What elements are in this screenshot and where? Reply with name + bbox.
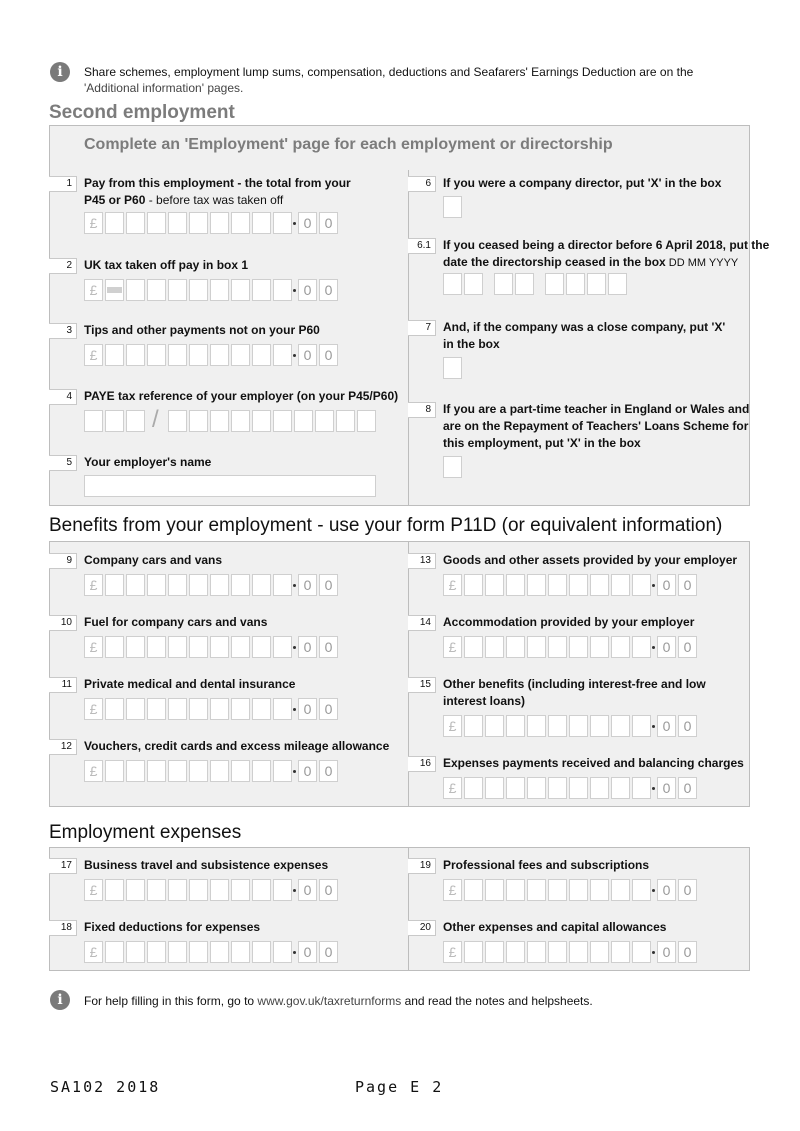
box-6-1-line1: If you ceased being a director before 6 April 2018, put the: [443, 238, 770, 252]
box-14-amount-digit-cell[interactable]: [485, 636, 504, 658]
box-17-amount-digit-cell[interactable]: [210, 879, 229, 901]
box-11-amount-digit-cell[interactable]: [210, 698, 229, 720]
box-17-amount-digit-cell[interactable]: [189, 879, 208, 901]
box-19-amount-digit-cell[interactable]: [548, 879, 567, 901]
box-8-line3: this employment, put 'X' in the box: [443, 436, 641, 450]
box-19-label: Professional fees and subscriptions: [443, 858, 650, 872]
box-10-amount-digit-cell[interactable]: [231, 636, 250, 658]
box-19-amount-digit-cell[interactable]: [611, 879, 630, 901]
info-icon: i: [50, 990, 70, 1010]
taxreturnforms-link[interactable]: www.gov.uk/taxreturnforms: [257, 994, 402, 1008]
employment-subtitle: Complete an 'Employment' page for each employment or directorship: [84, 136, 613, 153]
currency-symbol: £: [84, 574, 103, 596]
decimal-point: [652, 725, 655, 728]
box-number: 1: [49, 176, 77, 192]
box-13-amount-digit-cell[interactable]: [611, 574, 630, 596]
pence-cell: 0: [298, 574, 317, 596]
currency-symbol: £: [84, 279, 103, 301]
box-14-amount-digit-cell[interactable]: [527, 636, 546, 658]
box-1-label-p45: P45 or P60: [84, 193, 146, 207]
decimal-point: [293, 584, 296, 587]
paye-reference-cell[interactable]: [231, 410, 250, 432]
box-number: 18: [49, 920, 77, 936]
box-17-amount-digit-cell[interactable]: [273, 879, 292, 901]
decimal-point: [652, 951, 655, 954]
box-9-amount-digit-cell[interactable]: [105, 574, 124, 596]
box-9-amount-digit-cell[interactable]: [168, 574, 187, 596]
box-2-amount-digit-cell[interactable]: [126, 279, 145, 301]
box-1-amount-digit-cell[interactable]: [210, 212, 229, 234]
box-18-amount-digit-cell[interactable]: [168, 941, 187, 963]
box-16-amount-digit-cell[interactable]: [590, 777, 609, 799]
box-15-label: [443, 676, 706, 710]
box-4-label: PAYE tax reference of your employer (on your P45/P60): [84, 389, 399, 403]
box-8-label: [443, 401, 749, 452]
box-number: 14: [408, 615, 436, 631]
box-18-amount-digit-cell[interactable]: [105, 941, 124, 963]
box-18-amount-digit-cell[interactable]: [273, 941, 292, 963]
date-day-cell[interactable]: [443, 273, 462, 295]
box-14-amount-digit-cell[interactable]: [548, 636, 567, 658]
box-16-amount-digit-cell[interactable]: [569, 777, 588, 799]
box-13-amount-digit-cell[interactable]: [590, 574, 609, 596]
box-1-amount-digit-cell[interactable]: [147, 212, 166, 234]
box-10-amount-digit-cell[interactable]: [252, 636, 271, 658]
box-9-amount-digit-cell[interactable]: [231, 574, 250, 596]
currency-symbol: £: [84, 636, 103, 658]
box-9-label: Company cars and vans: [84, 553, 223, 567]
paye-reference-cell[interactable]: [168, 410, 187, 432]
box-number: 4: [49, 389, 77, 405]
box-17-amount-digit-cell[interactable]: [252, 879, 271, 901]
box-3-amount-digit-cell[interactable]: [147, 344, 166, 366]
help-note: [84, 993, 593, 1009]
decimal-point: [293, 354, 296, 357]
box-2-amount-digit-cell[interactable]: [252, 279, 271, 301]
currency-symbol: £: [84, 698, 103, 720]
panel-divider: [408, 170, 409, 506]
box-6-1-line2-text: date the directorship ceased in the box: [443, 255, 666, 269]
pence-cell: 0: [298, 636, 317, 658]
box-14-label: Accommodation provided by your employer: [443, 615, 695, 629]
box-number: 16: [408, 756, 436, 772]
decimal-point: [652, 584, 655, 587]
box-14-amount-digit-cell[interactable]: [590, 636, 609, 658]
box-18-amount-digit-cell[interactable]: [252, 941, 271, 963]
box-14-amount-digit-cell[interactable]: [611, 636, 630, 658]
box-1-label-suffix: - before tax was taken off: [145, 193, 284, 207]
decimal-point: [293, 770, 296, 773]
box-15-amount-digit-cell[interactable]: [527, 715, 546, 737]
box-13-amount-digit-cell[interactable]: [569, 574, 588, 596]
box-number: 11: [49, 677, 77, 693]
box-10-amount-digit-cell[interactable]: [147, 636, 166, 658]
pence-cell: 0: [678, 715, 697, 737]
decimal-point: [293, 289, 296, 292]
box-13-amount-digit-cell[interactable]: [506, 574, 525, 596]
section-title-benefits: Benefits from your employment - use your form P11D (or equivalent information): [49, 515, 723, 536]
paye-reference-cell[interactable]: [336, 410, 355, 432]
box-20-amount-digit-cell[interactable]: [590, 941, 609, 963]
box-9-amount-digit-cell[interactable]: [189, 574, 208, 596]
help-suffix: and read the notes and helpsheets.: [401, 994, 593, 1008]
paye-office-cell[interactable]: [126, 410, 145, 432]
close-company-checkbox[interactable]: [443, 357, 462, 379]
box-18-label: Fixed deductions for expenses: [84, 920, 261, 934]
box-13-amount-digit-cell[interactable]: [464, 574, 483, 596]
box-15-amount-digit-cell[interactable]: [590, 715, 609, 737]
decimal-point: [293, 889, 296, 892]
box-number: 6.1: [408, 238, 436, 254]
box-3-amount-digit-cell[interactable]: [252, 344, 271, 366]
date-day-cell[interactable]: [464, 273, 483, 295]
box-19-amount-digit-cell[interactable]: [590, 879, 609, 901]
box-20-amount-digit-cell[interactable]: [485, 941, 504, 963]
note-line-1: Share schemes, employment lump sums, compensation, deductions and Seafarers' Earnings Deduction are on the: [84, 65, 694, 79]
box-number: 8: [408, 402, 436, 418]
box-5-label: Your employer's name: [84, 455, 212, 469]
box-1-amount-digit-cell[interactable]: [189, 212, 208, 234]
date-year-cell[interactable]: [608, 273, 627, 295]
date-month-cell[interactable]: [494, 273, 513, 295]
paye-office-cell[interactable]: [105, 410, 124, 432]
box-number: 19: [408, 858, 436, 874]
box-10-amount-digit-cell[interactable]: [126, 636, 145, 658]
box-15-amount-digit-cell[interactable]: [548, 715, 567, 737]
box-number: 2: [49, 258, 77, 274]
decimal-point: [293, 951, 296, 954]
box-16-amount-digit-cell[interactable]: [632, 777, 651, 799]
box-1-amount-digit-cell[interactable]: [126, 212, 145, 234]
box-1-label-line2: [84, 192, 351, 209]
pence-cell: 0: [319, 574, 338, 596]
box-10-label: Fuel for company cars and vans: [84, 615, 268, 629]
box-15-amount-digit-cell[interactable]: [632, 715, 651, 737]
page-number: Page E 2: [355, 1078, 444, 1096]
pence-cell: 0: [319, 344, 338, 366]
box-number: 13: [408, 553, 436, 569]
pence-cell: 0: [319, 279, 338, 301]
box-12-amount-digit-cell[interactable]: [252, 760, 271, 782]
decimal-point: [293, 646, 296, 649]
form-code: SA102 2018: [50, 1078, 161, 1096]
box-10-amount-digit-cell[interactable]: [273, 636, 292, 658]
box-18-amount-digit-cell[interactable]: [147, 941, 166, 963]
paye-reference-cell[interactable]: [357, 410, 376, 432]
currency-symbol: £: [84, 879, 103, 901]
box-17-amount-digit-cell[interactable]: [126, 879, 145, 901]
box-18-amount-digit-cell[interactable]: [231, 941, 250, 963]
pence-cell: 0: [298, 879, 317, 901]
box-11-amount-digit-cell[interactable]: [189, 698, 208, 720]
box-11-amount-digit-cell[interactable]: [147, 698, 166, 720]
currency-symbol: £: [84, 760, 103, 782]
box-13-amount-digit-cell[interactable]: [632, 574, 651, 596]
box-16-label: Expenses payments received and balancing charges: [443, 756, 744, 770]
box-9-amount-digit-cell[interactable]: [252, 574, 271, 596]
box-12-amount-digit-cell[interactable]: [210, 760, 229, 782]
pence-cell: 0: [319, 879, 338, 901]
box-19-amount-digit-cell[interactable]: [527, 879, 546, 901]
box-2-label: UK tax taken off pay in box 1: [84, 258, 249, 272]
box-19-amount-digit-cell[interactable]: [632, 879, 651, 901]
box-9-amount-digit-cell[interactable]: [210, 574, 229, 596]
box-12-label: Vouchers, credit cards and excess mileage allowance: [84, 739, 390, 753]
help-prefix: For help filling in this form, go to: [84, 994, 258, 1008]
currency-symbol: £: [443, 574, 462, 596]
employer-name-input[interactable]: [84, 475, 376, 497]
box-17-amount-digit-cell[interactable]: [168, 879, 187, 901]
box-number: 15: [408, 677, 436, 693]
box-7-line2: in the box: [443, 337, 500, 351]
pence-cell: 0: [678, 879, 697, 901]
box-20-amount-digit-cell[interactable]: [548, 941, 567, 963]
box-17-amount-digit-cell[interactable]: [231, 879, 250, 901]
box-6-1-label: [443, 237, 769, 272]
box-20-amount-digit-cell[interactable]: [569, 941, 588, 963]
box-14-amount-digit-cell[interactable]: [506, 636, 525, 658]
box-18-amount-digit-cell[interactable]: [189, 941, 208, 963]
box-19-amount-digit-cell[interactable]: [569, 879, 588, 901]
paye-slash: /: [152, 406, 159, 433]
pence-cell: 0: [298, 279, 317, 301]
box-12-amount-digit-cell[interactable]: [168, 760, 187, 782]
pence-cell: 0: [319, 760, 338, 782]
box-12-amount-digit-cell[interactable]: [231, 760, 250, 782]
box-number: 12: [49, 739, 77, 755]
box-1-amount-digit-cell[interactable]: [252, 212, 271, 234]
box-14-amount-digit-cell[interactable]: [632, 636, 651, 658]
box-15-amount-digit-cell[interactable]: [569, 715, 588, 737]
date-year-cell[interactable]: [545, 273, 564, 295]
date-format-hint: DD MM YYYY: [665, 257, 739, 269]
box-10-amount-digit-cell[interactable]: [210, 636, 229, 658]
box-17-label: Business travel and subsistence expenses: [84, 858, 329, 872]
box-13-amount-digit-cell[interactable]: [485, 574, 504, 596]
pence-cell: 0: [298, 344, 317, 366]
currency-symbol: £: [443, 636, 462, 658]
pence-cell: 0: [657, 941, 676, 963]
currency-symbol: £: [443, 941, 462, 963]
box-2-amount-digit-cell[interactable]: [189, 279, 208, 301]
box-15-line2: interest loans): [443, 694, 526, 708]
pence-cell: 0: [678, 636, 697, 658]
pence-cell: 0: [657, 636, 676, 658]
box-20-amount-digit-cell[interactable]: [527, 941, 546, 963]
box-11-amount-digit-cell[interactable]: [231, 698, 250, 720]
box-9-amount-digit-cell[interactable]: [147, 574, 166, 596]
box-15-amount-digit-cell[interactable]: [506, 715, 525, 737]
box-number: 17: [49, 858, 77, 874]
box-2-amount-digit-cell[interactable]: [168, 279, 187, 301]
box-1-amount-digit-cell[interactable]: [168, 212, 187, 234]
box-6-1-line2: [443, 254, 769, 272]
paye-reference-cell[interactable]: [294, 410, 313, 432]
date-month-cell[interactable]: [515, 273, 534, 295]
box-12-amount-digit-cell[interactable]: [105, 760, 124, 782]
box-1-label-line1: Pay from this employment - the total from your: [84, 176, 351, 190]
box-7-label: [443, 319, 725, 353]
pence-cell: 0: [319, 212, 338, 234]
box-12-amount-digit-cell[interactable]: [126, 760, 145, 782]
box-10-amount-digit-cell[interactable]: [189, 636, 208, 658]
box-11-amount-digit-cell[interactable]: [168, 698, 187, 720]
box-16-amount-digit-cell[interactable]: [611, 777, 630, 799]
paye-reference-cell[interactable]: [252, 410, 271, 432]
box-16-amount-digit-cell[interactable]: [464, 777, 483, 799]
box-15-amount-digit-cell[interactable]: [464, 715, 483, 737]
pence-cell: 0: [657, 715, 676, 737]
date-year-cell[interactable]: [587, 273, 606, 295]
box-19-amount-digit-cell[interactable]: [485, 879, 504, 901]
box-9-amount-digit-cell[interactable]: [126, 574, 145, 596]
note-line-2: 'Additional information' pages.: [84, 81, 244, 95]
box-3-amount-digit-cell[interactable]: [231, 344, 250, 366]
box-number: 6: [408, 176, 436, 192]
box-1-amount-digit-cell[interactable]: [105, 212, 124, 234]
box-18-amount-digit-cell[interactable]: [126, 941, 145, 963]
box-13-amount-digit-cell[interactable]: [527, 574, 546, 596]
box-11-amount-digit-cell[interactable]: [273, 698, 292, 720]
currency-symbol: £: [443, 879, 462, 901]
pence-cell: 0: [678, 941, 697, 963]
box-19-amount-digit-cell[interactable]: [464, 879, 483, 901]
box-15-line1: Other benefits (including interest-free and low: [443, 677, 706, 691]
paye-reference-cell[interactable]: [273, 410, 292, 432]
box-16-amount-digit-cell[interactable]: [485, 777, 504, 799]
director-checkbox[interactable]: [443, 196, 462, 218]
box-14-amount-digit-cell[interactable]: [569, 636, 588, 658]
box-20-amount-digit-cell[interactable]: [632, 941, 651, 963]
box-12-amount-digit-cell[interactable]: [189, 760, 208, 782]
teacher-loan-checkbox[interactable]: [443, 456, 462, 478]
decimal-point: [293, 222, 296, 225]
box-15-amount-digit-cell[interactable]: [485, 715, 504, 737]
box-20-amount-digit-cell[interactable]: [464, 941, 483, 963]
box-1-amount-digit-cell[interactable]: [273, 212, 292, 234]
box-3-amount-digit-cell[interactable]: [105, 344, 124, 366]
paye-reference-cell[interactable]: [315, 410, 334, 432]
box-19-amount-digit-cell[interactable]: [506, 879, 525, 901]
box-9-amount-digit-cell[interactable]: [273, 574, 292, 596]
box-number: 7: [408, 320, 436, 336]
box-17-amount-digit-cell[interactable]: [147, 879, 166, 901]
box-14-amount-digit-cell[interactable]: [464, 636, 483, 658]
decimal-point: [652, 889, 655, 892]
box-10-amount-digit-cell[interactable]: [168, 636, 187, 658]
box-3-amount-digit-cell[interactable]: [273, 344, 292, 366]
pence-cell: 0: [678, 777, 697, 799]
pence-cell: 0: [657, 777, 676, 799]
pence-cell: 0: [657, 879, 676, 901]
pence-cell: 0: [657, 574, 676, 596]
box-3-amount-digit-cell[interactable]: [126, 344, 145, 366]
pence-cell: 0: [319, 698, 338, 720]
box-number: 20: [408, 920, 436, 936]
decimal-point: [652, 646, 655, 649]
box-20-amount-digit-cell[interactable]: [611, 941, 630, 963]
box-20-amount-digit-cell[interactable]: [506, 941, 525, 963]
box-3-amount-digit-cell[interactable]: [210, 344, 229, 366]
box-11-label: Private medical and dental insurance: [84, 677, 296, 691]
box-number: 9: [49, 553, 77, 569]
box-3-label: Tips and other payments not on your P60: [84, 323, 320, 337]
box-6-label: If you were a company director, put 'X' in the box: [443, 176, 722, 190]
paye-reference-cell[interactable]: [210, 410, 229, 432]
currency-symbol: £: [443, 715, 462, 737]
box-11-amount-digit-cell[interactable]: [105, 698, 124, 720]
pence-cell: 0: [319, 636, 338, 658]
box-11-amount-digit-cell[interactable]: [126, 698, 145, 720]
box-number: 3: [49, 323, 77, 339]
decimal-point: [652, 787, 655, 790]
box-2-amount-digit-cell[interactable]: [231, 279, 250, 301]
pence-cell: 0: [319, 941, 338, 963]
date-year-cell[interactable]: [566, 273, 585, 295]
box-7-line1: And, if the company was a close company, put 'X': [443, 320, 726, 334]
box-8-line2: are on the Repayment of Teachers' Loans Scheme for: [443, 419, 749, 433]
pence-cell: 0: [298, 760, 317, 782]
box-2-amount-digit-cell[interactable]: [105, 279, 124, 301]
box-2-amount-digit-cell[interactable]: [210, 279, 229, 301]
additional-info-note: [84, 64, 693, 96]
box-8-line1: If you are a part-time teacher in England or Wales and: [443, 402, 750, 416]
box-16-amount-digit-cell[interactable]: [548, 777, 567, 799]
currency-symbol: £: [84, 941, 103, 963]
section-title-expenses: Employment expenses: [49, 822, 242, 843]
currency-symbol: £: [443, 777, 462, 799]
box-13-amount-digit-cell[interactable]: [548, 574, 567, 596]
box-18-amount-digit-cell[interactable]: [210, 941, 229, 963]
pence-cell: 0: [298, 698, 317, 720]
box-3-amount-digit-cell[interactable]: [189, 344, 208, 366]
paye-office-cell[interactable]: [84, 410, 103, 432]
box-3-amount-digit-cell[interactable]: [168, 344, 187, 366]
box-11-amount-digit-cell[interactable]: [252, 698, 271, 720]
paye-reference-cell[interactable]: [189, 410, 208, 432]
decimal-point: [293, 708, 296, 711]
pence-cell: 0: [298, 212, 317, 234]
box-12-amount-digit-cell[interactable]: [273, 760, 292, 782]
info-icon: i: [50, 62, 70, 82]
box-16-amount-digit-cell[interactable]: [506, 777, 525, 799]
box-16-amount-digit-cell[interactable]: [527, 777, 546, 799]
box-10-amount-digit-cell[interactable]: [105, 636, 124, 658]
box-1-label: [84, 175, 351, 209]
box-2-amount-digit-cell[interactable]: [273, 279, 292, 301]
box-13-label: Goods and other assets provided by your employer: [443, 553, 738, 567]
pence-cell: 0: [678, 574, 697, 596]
box-2-amount-digit-cell[interactable]: [147, 279, 166, 301]
box-number: 5: [49, 455, 77, 471]
box-1-amount-digit-cell[interactable]: [231, 212, 250, 234]
section-title-second-employment: Second employment: [49, 102, 235, 123]
pence-cell: 0: [298, 941, 317, 963]
box-17-amount-digit-cell[interactable]: [105, 879, 124, 901]
box-20-label: Other expenses and capital allowances: [443, 920, 667, 934]
currency-symbol: £: [84, 344, 103, 366]
box-number: 10: [49, 615, 77, 631]
currency-symbol: £: [84, 212, 103, 234]
box-12-amount-digit-cell[interactable]: [147, 760, 166, 782]
box-15-amount-digit-cell[interactable]: [611, 715, 630, 737]
